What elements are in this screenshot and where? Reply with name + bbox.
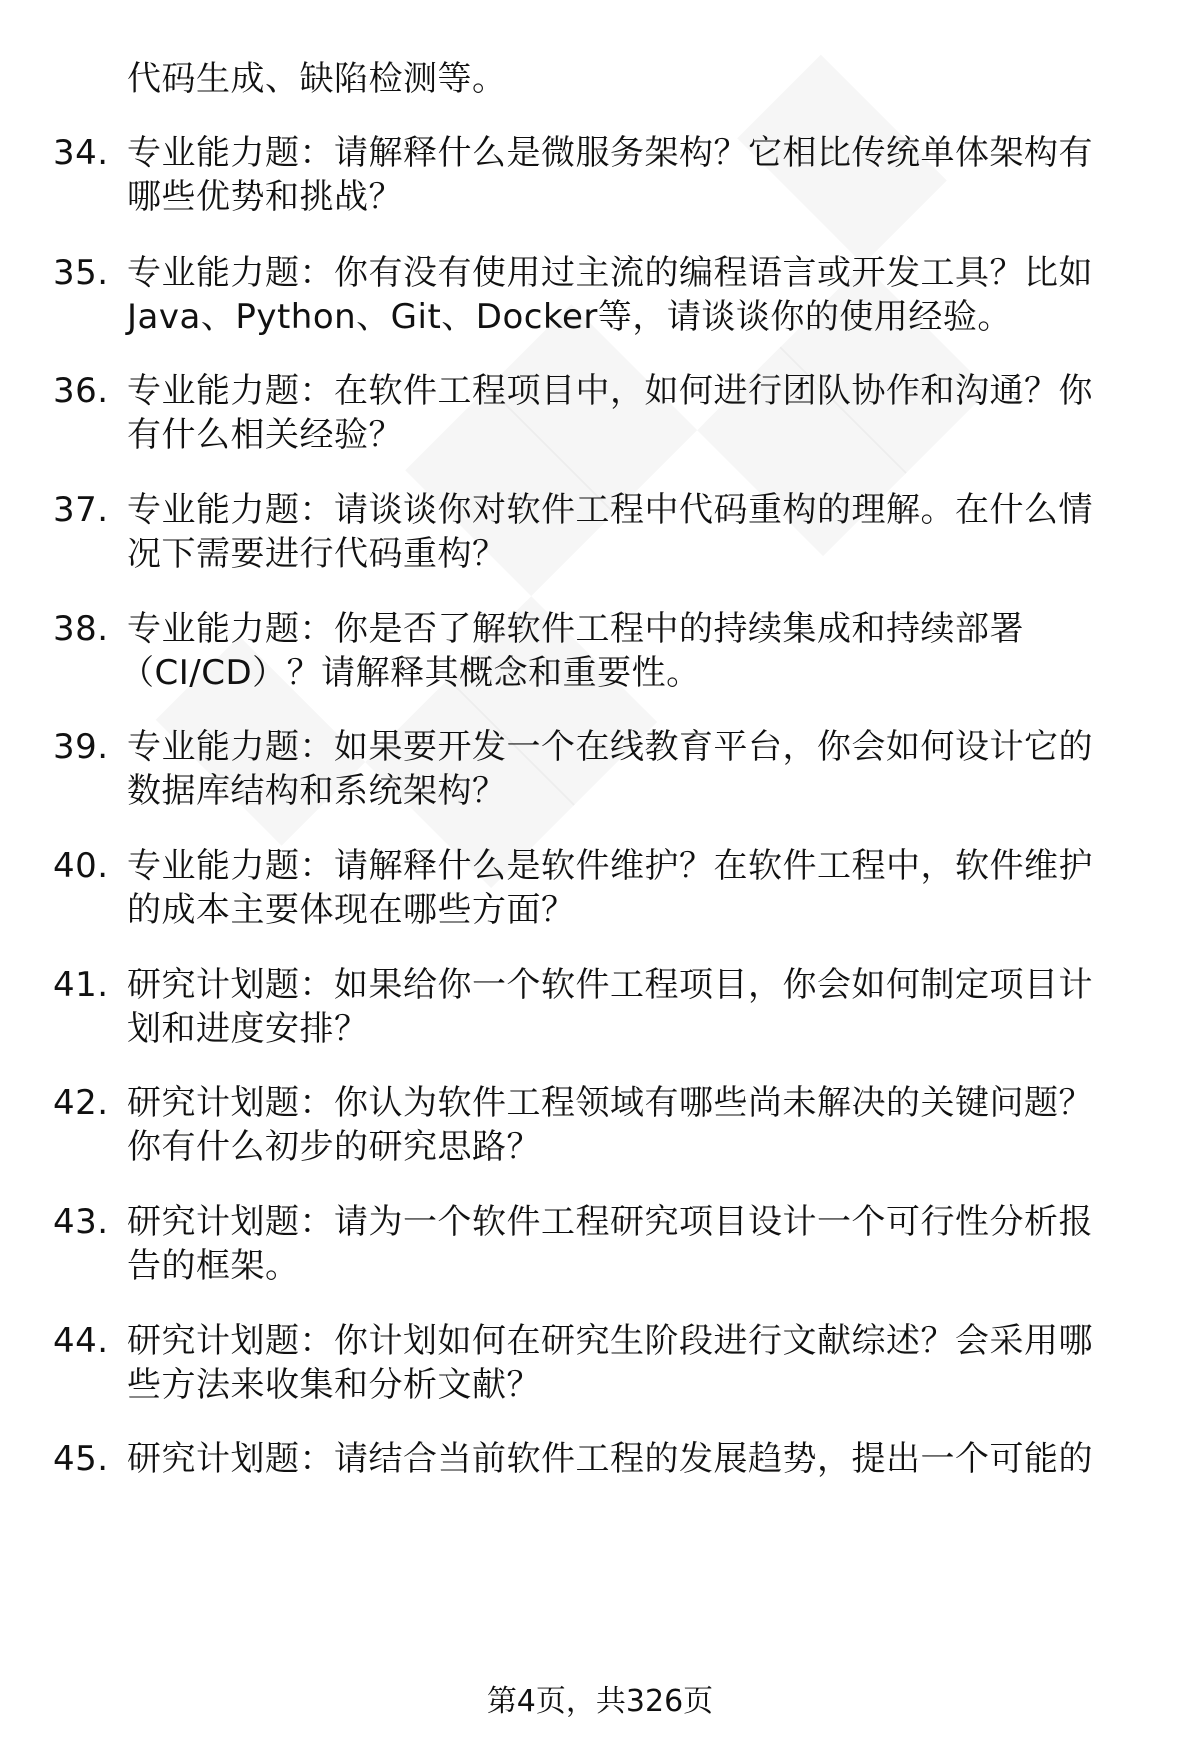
item-text-line: 告的框架。 (127, 1246, 300, 1286)
item-number: 42. (53, 1083, 109, 1123)
item-text-line: 划和进度安排？ (127, 1009, 369, 1049)
item-number: 43. (53, 1202, 109, 1242)
item-text-line: 的成本主要体现在哪些方面？ (127, 890, 576, 930)
page-number-footer: 第4页，共326页 (486, 1684, 714, 1719)
item-text-line: 你有什么初步的研究思路？ (127, 1127, 541, 1167)
item-text-line: 专业能力题：请解释什么是软件维护？在软件工程中，软件维护 (127, 846, 1093, 886)
item-text-line: 些方法来收集和分析文献？ (127, 1365, 541, 1405)
item-number: 34. (53, 133, 109, 173)
item-number: 38. (53, 609, 109, 649)
item-text-line: 研究计划题：请结合当前软件工程的发展趋势，提出一个可能的 (127, 1439, 1093, 1479)
item-text-line: 专业能力题：请解释什么是微服务架构？它相比传统单体架构有 (127, 133, 1093, 173)
item-text-line: 研究计划题：如果给你一个软件工程项目，你会如何制定项目计 (127, 965, 1093, 1005)
previous-item-continuation: 代码生成、缺陷检测等。 (127, 59, 507, 99)
item-number: 44. (53, 1321, 109, 1361)
item-number: 40. (53, 846, 109, 886)
item-number: 37. (53, 490, 109, 530)
item-number: 36. (53, 371, 109, 411)
item-number: 45. (53, 1439, 109, 1479)
item-text-line: 况下需要进行代码重构？ (127, 534, 507, 574)
item-text-line: 研究计划题：你计划如何在研究生阶段进行文献综述？会采用哪 (127, 1321, 1093, 1361)
item-text-line: （CI/CD）？请解释其概念和重要性。 (120, 653, 701, 693)
item-text-line: 研究计划题：请为一个软件工程研究项目设计一个可行性分析报 (127, 1202, 1093, 1242)
item-text-line: 数据库结构和系统架构？ (127, 771, 507, 811)
item-text-line: 专业能力题：如果要开发一个在线教育平台，你会如何设计它的 (127, 727, 1093, 767)
item-text-line: 专业能力题：在软件工程项目中，如何进行团队协作和沟通？你 (127, 371, 1093, 411)
item-text-line: Java、Python、Git、Docker等，请谈谈你的使用经验。 (127, 297, 1012, 337)
item-text-line: 哪些优势和挑战？ (127, 177, 403, 217)
item-text-line: 研究计划题：你认为软件工程领域有哪些尚未解决的关键问题？ (127, 1083, 1093, 1123)
item-text-line: 专业能力题：你有没有使用过主流的编程语言或开发工具？比如 (127, 253, 1093, 293)
item-text-line: 专业能力题：请谈谈你对软件工程中代码重构的理解。在什么情 (127, 490, 1093, 530)
item-text-line: 有什么相关经验？ (127, 415, 403, 455)
item-text-line: 专业能力题：你是否了解软件工程中的持续集成和持续部署 (127, 609, 1024, 649)
item-number: 35. (53, 253, 109, 293)
item-number: 39. (53, 727, 109, 767)
item-number: 41. (53, 965, 109, 1005)
